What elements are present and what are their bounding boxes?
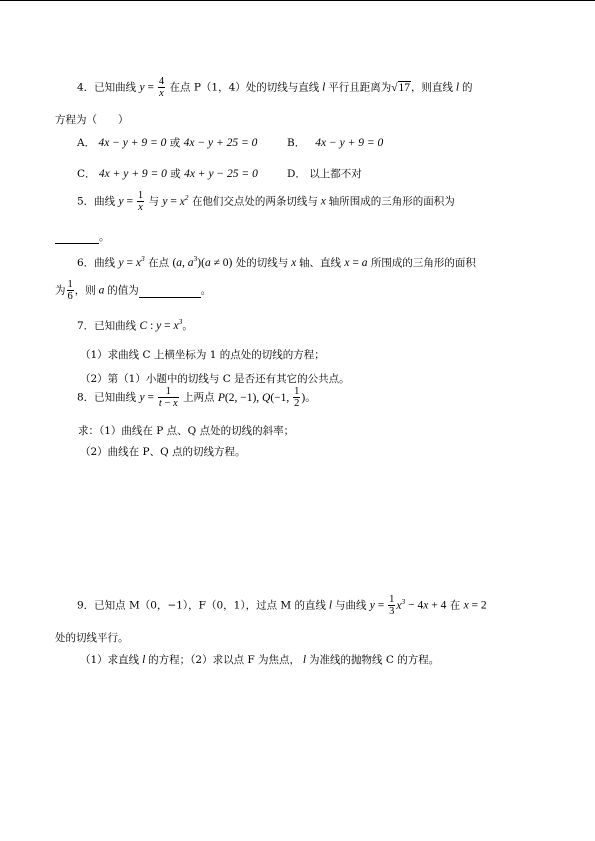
q6-text: ，则 [74, 284, 96, 297]
q9-text: 的方程；（2）求以点 F 为焦点， [148, 654, 301, 666]
q9-text: 为准线的抛物线 C 的方程。 [308, 654, 440, 666]
question-6-line-2: 为 $\frac{1}{6}$ ，则 a 的值为 。 [55, 279, 212, 302]
q4-text: ，则直线 [411, 81, 454, 94]
q5-text: 与 [148, 195, 159, 208]
option-a-eq1: 4x − y + 9 = 0 [98, 137, 167, 149]
page-top-border [0, 0, 595, 1]
question-4-options-c [77, 166, 258, 181]
q6-text: 所围成的三角形的面积 [370, 257, 476, 269]
q4-text: 在点 P（1，4）处的切线与直线 [169, 81, 320, 94]
q6-text: 在点 [148, 257, 170, 269]
question-8-sub-1 [78, 423, 294, 438]
question-4-options-ab [77, 135, 257, 150]
q4-text: 方程为（ ） [55, 114, 129, 126]
q5-text: 轴所围成的三角形的面积为 [328, 195, 455, 208]
question-4-line-2 [55, 112, 129, 127]
q8-text: 。 [305, 391, 316, 404]
q8-text: 8．已知曲线 [77, 391, 137, 404]
question-7-sub-2 [80, 371, 350, 386]
q6-text: 6．曲线 [77, 257, 116, 269]
answer-blank[interactable] [139, 285, 201, 298]
question-4-option-b [287, 135, 383, 150]
option-c-eq1: 4x + y + 9 = 0 [98, 168, 167, 180]
q4-text: 的 [461, 81, 473, 94]
fraction: $\frac{1}{t - x}$ [158, 386, 178, 409]
fraction: $\frac{4}{x}$ [158, 76, 165, 99]
q4-text: 4．已知曲线 [77, 81, 137, 94]
question-8-sub-2 [80, 444, 246, 459]
q8-text: 上两点 [183, 391, 215, 404]
q5-text: 。 [99, 231, 110, 243]
q9-text: 9．已知点 M（0，−1），F（0，1），过点 M 的直线 [77, 599, 326, 612]
q8-text: （2）曲线在 P、Q 点的切线方程。 [80, 446, 246, 458]
option-b-label: B． [287, 137, 306, 149]
q5-text: 5．曲线 [77, 195, 116, 208]
question-5-line-2 [55, 229, 110, 244]
q9-text: 在 [449, 599, 461, 612]
question-5-line-1: 5．曲线 y = $\frac{1}{x}$ 与 $y = x^2$ 在他们交点处的两条切线与 x 轴所围成的三角形的面积为 [77, 190, 455, 213]
option-a-eq2: 4x − y + 25 = 0 [183, 137, 258, 149]
or-text: 或 [169, 137, 181, 149]
question-7-sub-1 [80, 347, 325, 362]
q9-text: 处的切线平行。 [55, 632, 129, 644]
q7-text: （1）求曲线 C 上横坐标为 1 的点处的切线的方程； [80, 349, 325, 361]
question-4-option-d [287, 166, 362, 181]
option-b-eq: 4x − y + 9 = 0 [315, 137, 384, 149]
q7-text: 7．已知曲线 [77, 320, 137, 332]
q7-text: 。 [182, 320, 193, 332]
question-6-line-1: 6．曲线 $y = x^3$ 在点 (a, $a^3)(a \ne 0)$ 处的切线与 x 轴、直线 x = a 所围成的三角形的面积 [77, 254, 476, 269]
q6-text: 处的切线与 [235, 257, 289, 269]
fraction: $\frac{1}{3}$ [389, 594, 395, 617]
q5-text: 在他们交点处的两条切线与 [191, 195, 318, 208]
or-text: 或 [170, 168, 181, 180]
answer-blank[interactable] [55, 231, 99, 244]
option-a-label: A． [77, 137, 96, 149]
question-9-sub: （1）求直线 l 的方程；（2）求以点 F 为焦点， l 为准线的抛物线 C 的方程。 [80, 654, 440, 666]
option-d: D． 以上都不对 [287, 168, 362, 180]
fraction: $\frac{1}{6}$ [67, 279, 73, 302]
q7-text: （2）第（1）小题中的切线与 C 是否还有其它的公共点。 [80, 373, 350, 385]
question-4-line-1: 4．已知曲线 y = $\frac{4}{x}$ 在点 P（1，4）处的切线与直线 l 平行且距离为√17，则直线 l 的 [77, 76, 473, 99]
q4-text: 平行且距离为 [328, 81, 392, 94]
question-9-line-2 [55, 630, 129, 645]
question-7-line-1: 7．已知曲线 C : $y = x^3$。 [77, 317, 193, 332]
question-8-line-1: 8．已知曲线 y = $\frac{1}{t - x}$ 上两点 P(2, −1), Q(−1, $\frac{1}{2}$ )。 [77, 386, 316, 410]
q6-text: 。 [200, 284, 212, 297]
option-c-label: C． [77, 168, 96, 180]
q9-text: 与曲线 [334, 599, 367, 612]
q8-text: 求：（1）曲线在 P 点、Q 点处的切线的斜率； [78, 425, 295, 437]
q6-text: 轴、直线 [299, 257, 342, 269]
fraction: $\frac{1}{x}$ [137, 190, 144, 213]
q9-text: （1）求直线 [80, 654, 140, 666]
option-c-eq2: 4x + y − 25 = 0 [184, 168, 258, 180]
q6-text: 的值为 [107, 284, 139, 297]
q6-text: 为 [55, 284, 66, 297]
question-9-line-1: 9．已知点 M（0，−1），F（0，1），过点 M 的直线 l 与曲线 y = $\frac{1}{3}$ $x^3 - 4x + 4$ 在 x = 2 [77, 594, 487, 617]
